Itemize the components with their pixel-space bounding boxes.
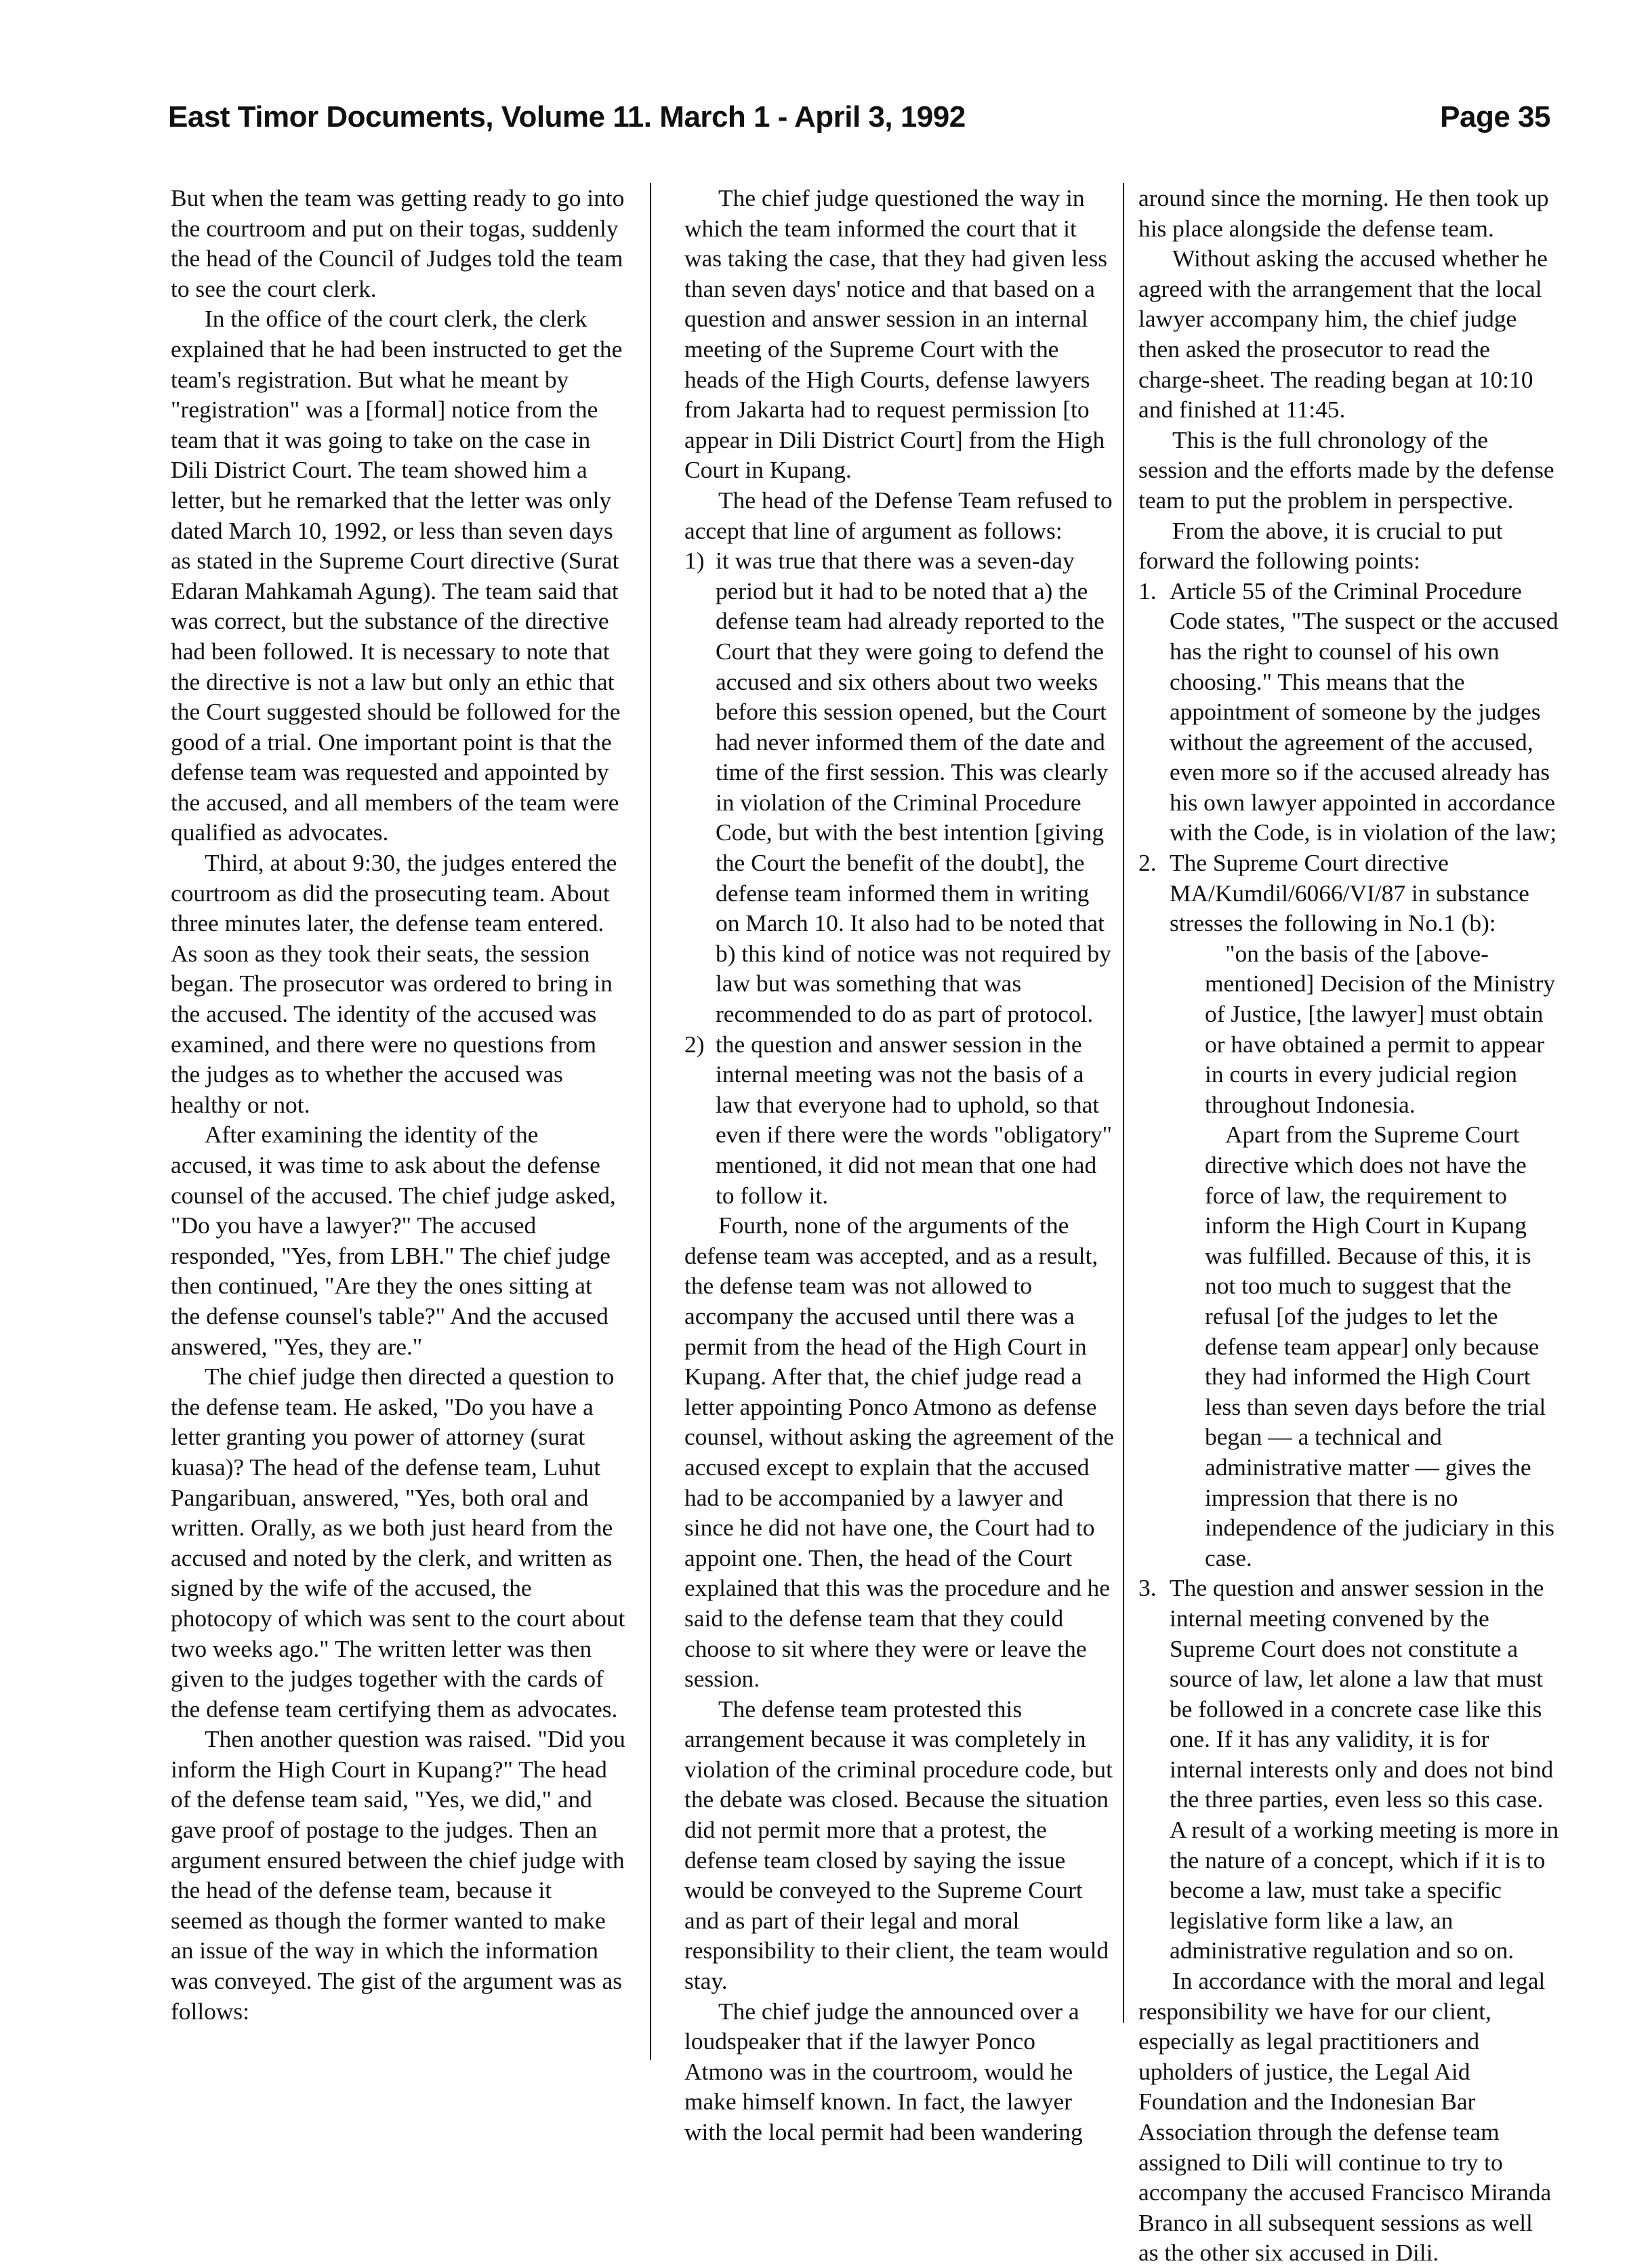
list-item (684, 1029, 1118, 1211)
paragraph: Then another question was raised. "Did you inform the High Court in Kupang?" The head of the defense team said, "Yes, we did," and gave proof of postage to the judges. Then an argument ensured between the chief judge with the head of the defense team, because it seemed as though the former wanted to make an issue of the way in which the information was conveyed. The gist of the argument was as follows: (171, 1725, 625, 2025)
paragraph: Third, at about 9:30, the judges entered the courtroom as did the prosecuting team. About three minutes later, the defense team entered. As soon as they took their seats, the session began. The prosecutor was ordered to bring in the accused. The identity of the accused was examined, and there were no questions from the judges as to whether the accused was healthy or not. (171, 849, 617, 1118)
list-item (684, 545, 1118, 1029)
list-item-text: Article 55 of the Criminal Procedure Code states, "The suspect or the accused has the right to counsel of his own choosing." This means that the appointment of someone by the judges without the agreement of the accused, even more so if the accused already has his own lawyer appointed in accordance with the Code, is in violation of the law; (1170, 577, 1559, 846)
text-column-middle (684, 183, 1118, 2147)
page-number: Page 35 (1440, 100, 1550, 133)
column-divider (650, 183, 651, 2060)
paragraph: This is the full chronology of the session and the efforts made by the defense team to put the problem in perspective. (1138, 426, 1554, 514)
paragraph: The defense team protested this arrangement because it was completely in violation of the criminal procedure code, but the debate was closed. Because the situation did not permit more that a protest, the defense team closed by saying the issue would be conveyed to the Supreme Court and as part of their legal and moral responsibility to their client, the team would stay. (684, 1695, 1113, 1995)
paragraph: After examining the identity of the accused, it was time to ask about the defense counsel of the accused. The chief judge asked, "Do you have a lawyer?" The accused responded, "Yes, from LBH." The chief judge then continued, "Are they the ones sitting at the defense counsel's table?" And the accused answered, "Yes, they are." (171, 1121, 616, 1360)
list-item-text: the question and answer session in the internal meeting was not the basis of a law that everyone had to uphold, so that even if there were the words "obligatory" mentioned, it did not mean that one had to follow it. (716, 1030, 1113, 1209)
paragraph: The chief judge then directed a question to the defense team. He asked, "Do you have a letter granting you power of attorney (surat kuasa)? The head of the defense team, Luhut Pangaribuan, answered, "Yes, both oral and written. Orally, as we both just heard from the accused and noted by the clerk, and written as signed by the wife of the accused, the photocopy of which was sent to the court about two weeks ago." The written letter was then given to the judges together with the cards of the defense team certifying them as advocates. (171, 1363, 625, 1723)
list-number: 3. (1138, 1574, 1157, 1602)
list-item (1138, 576, 1559, 848)
list-number: 2. (1138, 849, 1157, 877)
paragraph: The chief judge the announced over a loudspeaker that if the lawyer Ponco Atmono was in the courtroom, would he make himself known. In fact, the lawyer with the local permit had been wandering (684, 1997, 1083, 2145)
paragraph: around since the morning. He then took up his place alongside the defense team. (1138, 184, 1549, 242)
paragraph: The head of the Defense Team refused to accept that line of argument as follows: (684, 486, 1113, 544)
paragraph: But when the team was getting ready to go into the courtroom and put on their togas, suddenly the head of the Council of Judges told the team to see the court clerk. (171, 184, 625, 302)
paragraph: Fourth, none of the arguments of the defense team was accepted, and as a result, the defense team was not allowed to accompany the accused until there was a permit from the head of the High Court in Kupang. After that, the chief judge read a letter appointing Ponco Atmono as defense counsel, without asking the agreement of the accused except to explain that the accused had to be accompanied by a lawyer and since he did not have one, the Court had to appoint one. Then, the head of the Court explained that this was the procedure and he said to the defense team that they could choose to sit where they were or leave the session. (684, 1212, 1114, 1693)
list-item (1138, 1573, 1559, 1966)
text-column-right (1138, 183, 1559, 2268)
list-item (1138, 848, 1559, 1573)
running-header (168, 100, 1550, 148)
paragraph: In the office of the court clerk, the clerk explained that he had been instructed to get the team's registration. But what he meant by "registration" was a [formal] notice from the team that it was going to take on the case in Dili District Court. The team showed him a letter, but he remarked that the letter was only dated March 10, 1992, or less than seven days as stated in the Supreme Court directive (Surat Edaran Mahkamah Agung). The team said that was correct, but the substance of the directive had been followed. It is necessary to note that the directive is not a law but only an ethic that the Court suggested should be followed for the good of a trial. One important point is that the defense team was requested and appointed by the accused, and all members of the team were qualified as advocates. (171, 305, 623, 846)
column-divider (1123, 183, 1124, 2023)
paragraph: Without asking the accused whether he agreed with the arrangement that the local lawyer accompany him, the chief judge then asked the prosecutor to read the charge-sheet. The reading began at 10:10 and finished at 11:45. (1138, 245, 1548, 424)
list-number: 1) (684, 547, 705, 575)
text-column-left (171, 183, 626, 2026)
list-number: 2) (684, 1030, 705, 1058)
list-item-text: The question and answer session in the internal meeting convened by the Supreme Court does not constitute a source of law, let alone a law that must be followed in a concrete case like this one. If it has any validity, it is for internal interests only and does not bind the three parties, even less so this case. A result of a working meeting is more in the nature of a concept, which if it is to become a law, must take a specific legislative form like a law, an administrative regulation and so on. (1170, 1574, 1559, 1964)
list-item-text: it was true that there was a seven-day period but it had to be noted that a) the defense team had already reported to the Court that they were going to defend the accused and six others about two weeks before this session opened, but the Court had never informed them of the date and time of the first session. This was clearly in violation of the Criminal Procedure Code, but with the best intention [giving the Court the benefit of the doubt], the defense team informed them in writing on March 10. It also had to be noted that b) this kind of notice was not required by law but was something that was recommended to do as part of protocol. (716, 547, 1111, 1028)
paragraph: From the above, it is crucial to put forward the following points: (1138, 516, 1503, 575)
paragraph: In accordance with the moral and legal responsibility we have for our client, especially as legal practitioners and upholders of justice, the Legal Aid Foundation and the Indonesian Bar Association through the defense team assigned to Dili will continue to try to accompany the accused Francisco Miranda Branco in all subsequent sessions as well as the other six accused in Dili. (1138, 1967, 1552, 2267)
list-number: 1. (1138, 577, 1157, 604)
publication-title: East Timor Documents, Volume 11. March 1 - April 3, 1992 (168, 100, 966, 133)
list-item-text: The Supreme Court directive MA/Kumdil/6066/VI/87 in substance stresses the following in No.1 (b): (1170, 849, 1529, 937)
paragraph: The chief judge questioned the way in which the team informed the court that it was taking the case, that they had given less than seven days' notice and that based on a question and answer session in an internal meeting of the Supreme Court with the heads of the High Courts, defense lawyers from Jakarta had to request permission [to appear in Dili District Court] from the High Court in Kupang. (684, 184, 1108, 484)
block-quote: "on the basis of the [above-mentioned] Decision of the Ministry of Justice, [the lawyer] must obtain or have obtained a permit to appear in courts in every judicial region throughout Indonesia. (1205, 939, 1556, 1118)
paragraph: Apart from the Supreme Court directive which does not have the force of law, the requirement to inform the High Court in Kupang was fulfilled. Because of this, it is not too much to suggest that the refusal [of the judges to let the defense team appear] only because they had informed the High Court less than seven days before the trial began — a technical and administrative matter — gives the impression that there is no independence of the judiciary in this case. (1205, 1121, 1554, 1571)
